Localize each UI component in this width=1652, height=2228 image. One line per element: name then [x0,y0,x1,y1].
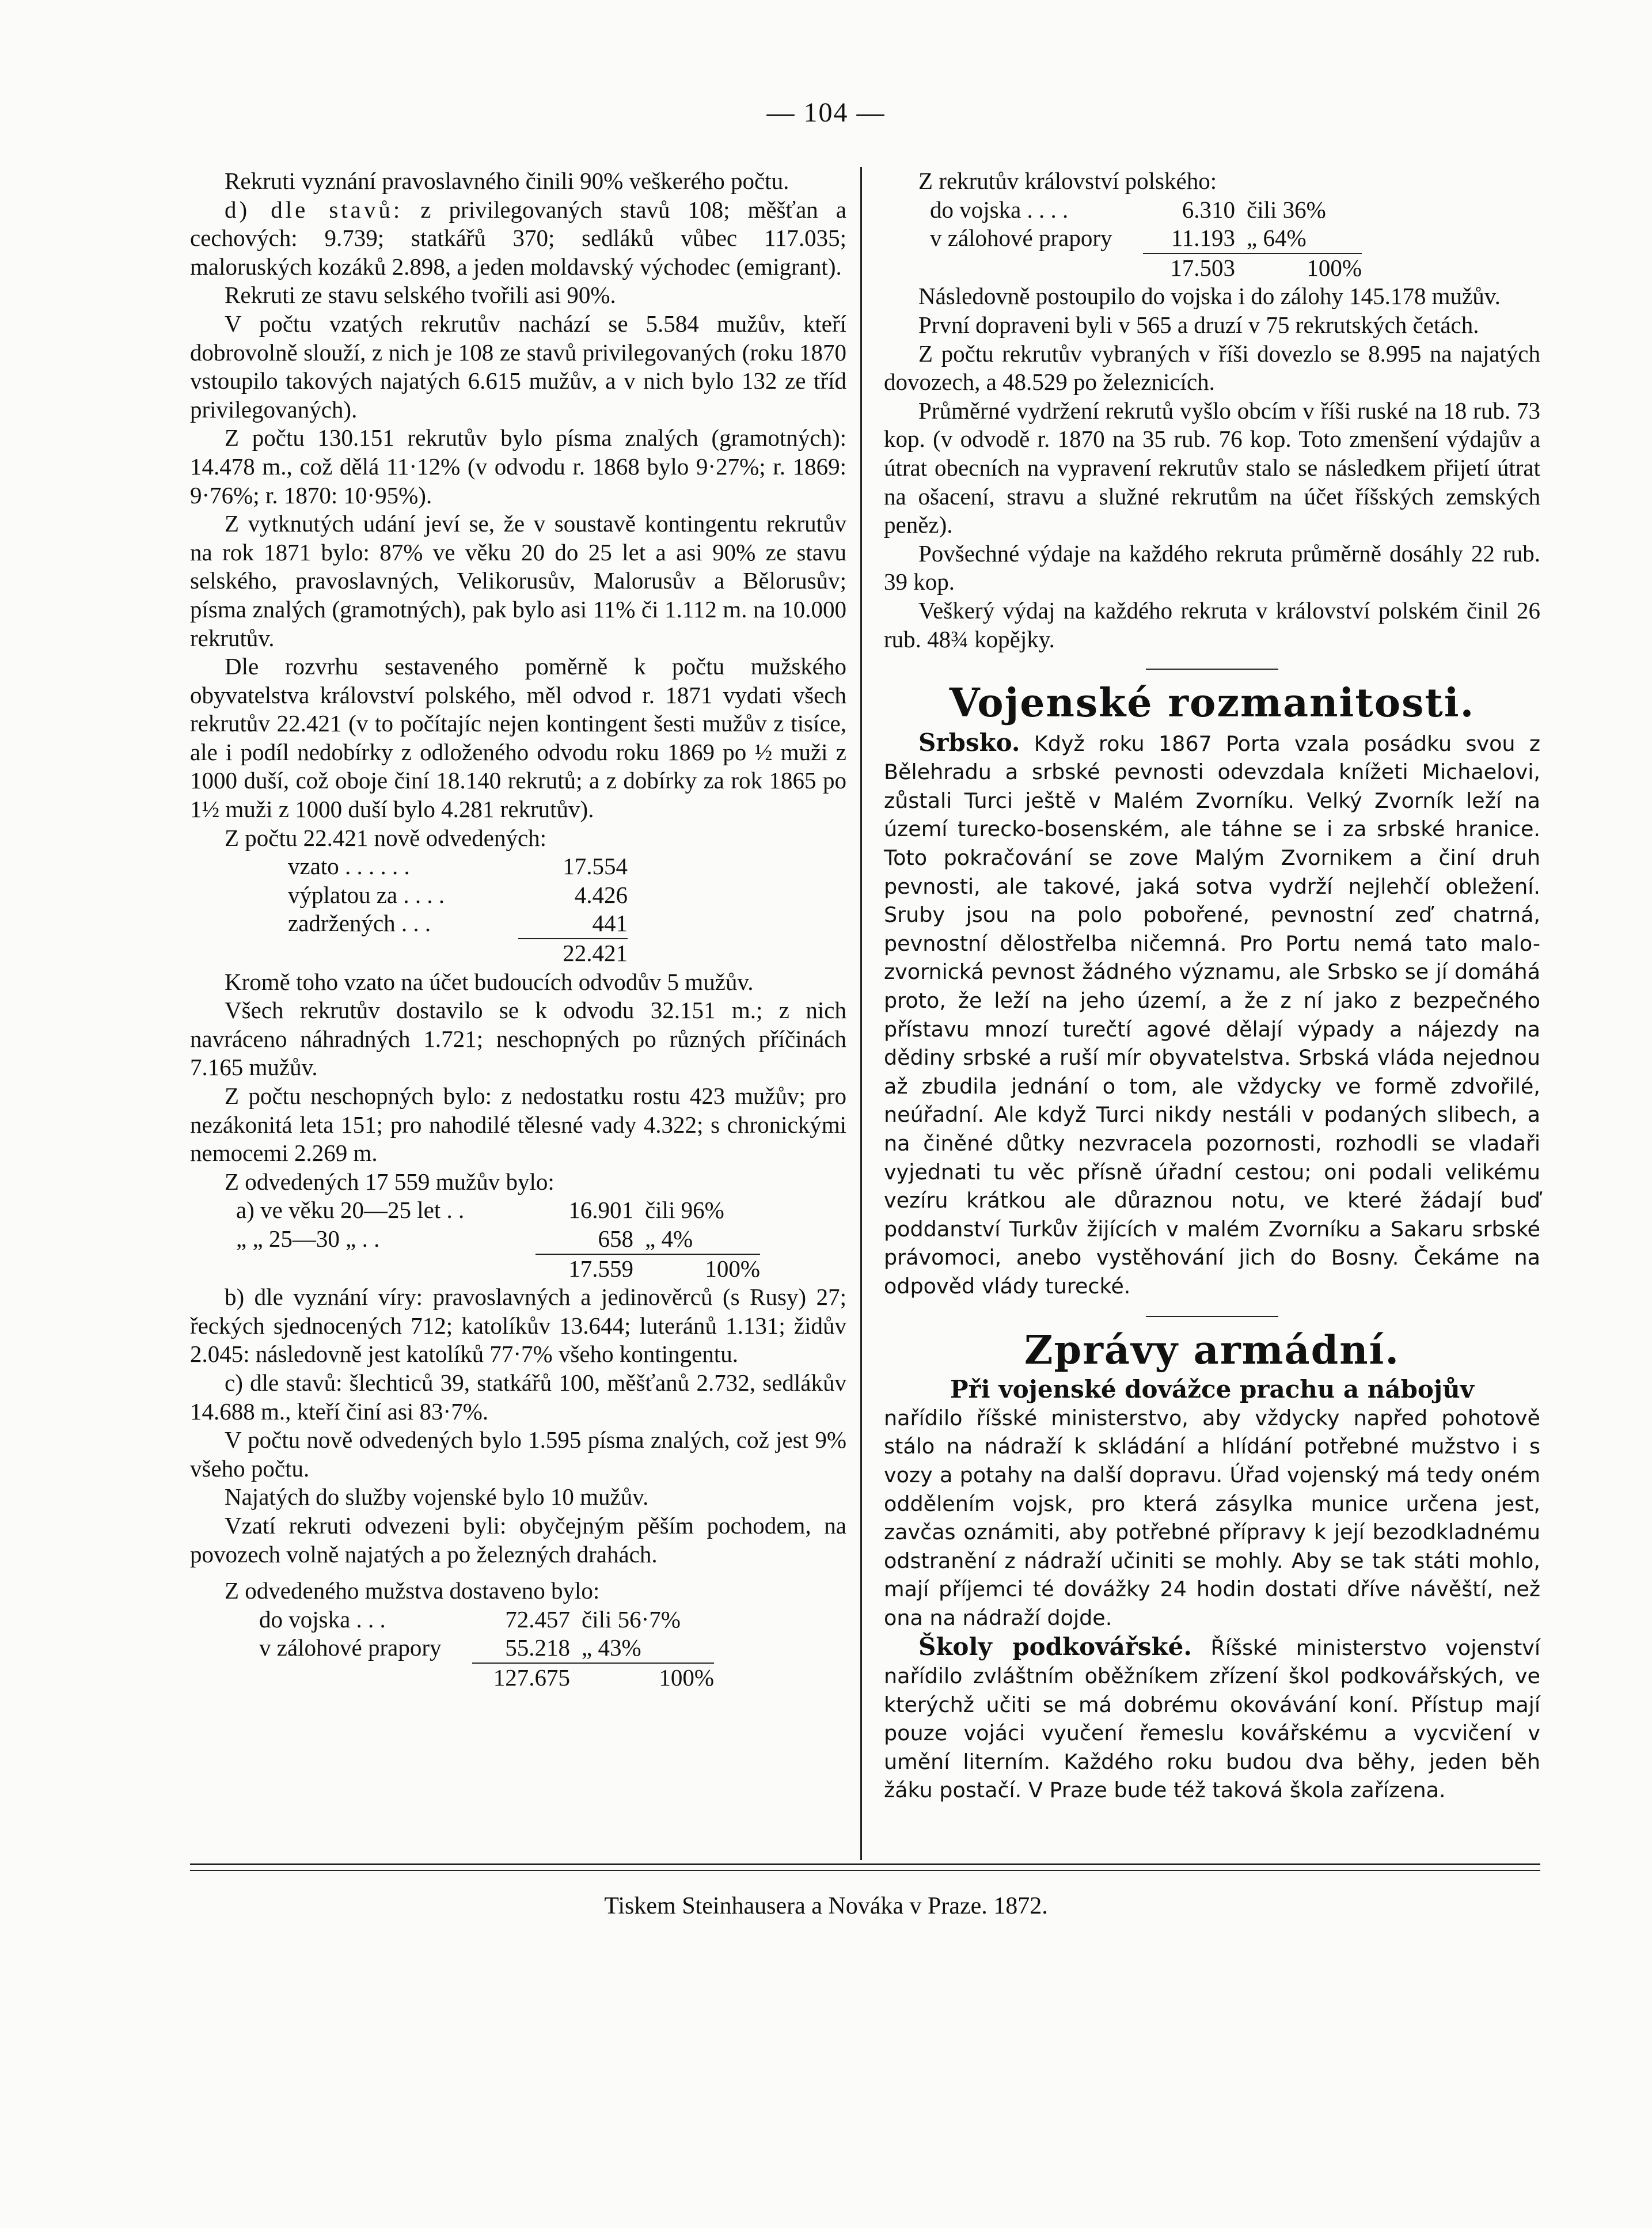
subsection-heading: Srbsko. [918,728,1020,757]
footer-rule [190,1870,1540,1871]
footer-rule [190,1863,1540,1865]
paragraph: Následovně postoupilo do vojska i do zálohy 145.178 mužův. [918,283,1501,310]
section-rule [1146,669,1278,670]
paragraph: Z počtu 22.421 nově odvedených: [225,824,547,851]
page-number: — 104 — [766,97,886,128]
paragraph: Z vytknutých udání jeví se, že v soustavě kontingentu rekrutův na rok 1871 bylo: 87% ve věku 20 do 25 let a asi 90% ze stavu selského, pravoslavných, Velikorusův, Malorusův a Bělorusův; písma znalých (gramotných), pak bylo asi 11% či 1.112 m. na 10.000 rekrutův. [190,510,846,651]
table-age [190,1196,846,1283]
table-total-row: 127.675 100% [259,1663,846,1692]
paragraph: Z odvedených 17 559 mužův bylo: [225,1168,555,1195]
section-heading: Zprávy armádní. [1024,1327,1400,1373]
table-row: do vojska . . . . 6.310 čili 36% [930,196,1326,223]
paragraph: Z počtu 130.151 rekrutův bylo písma znalých (gramotných): 14.478 m., což dělá 11·12% (v odvodu r. 1868 bylo 9·27%; r. 1869: 9·76%; r. 1870: 10·95%). [190,424,846,508]
table-row: zadržených . . . 441 [288,910,628,937]
spaced-heading: d) dle stavů: [225,196,403,223]
paragraph: nařídilo říšské ministerstvo, aby vždycky napřed pohotově stálo na nádraží k skládání a hlídání potřebné mužstvo i s vozy a potahy na další dopravu. Úřad vojenský má tedy oném oddělením vojsk, pro která zásylka munice určena jest, zavčas oznámiti, aby potřebné přípravy k její bezodkladnému odstranění z nádraží učiniti se mohly. Aby se tak státi mohlo, mají příjemci té dovážky 24 hodin dostati dříve návěští, než ona na nádraží dojde. [884,1405,1540,1630]
right-column [884,167,1540,1805]
paragraph: Kromě toho vzato na účet budoucích odvodův 5 mužův. [225,968,754,995]
section-rule [1146,1316,1278,1317]
paragraph: Průměrné vydržení rekrutů vyšlo obcím v říši ruské na 18 rub. 73 kop. (v odvodě r. 1870 na 35 rub. 76 kop. Toto zmenšení výdajův a útrat obecních na vypravení rekrutův stalo se následkem přijetí útrat na ošacení, stravu a služné rekrutům na účet říšských zemských peněz). [884,397,1540,538]
table-polish-recruits [884,196,1540,283]
paragraph: Srbsko. Když roku 1867 Porta vzala posádku svou z Bělehradu a srbské pevnosti odevzdala knížeti Michaelovi, zůstali Turci ještě v Malém Zvorníku. Velký Zvorník leží na území turecko-bosenském, ale táhne se i za srbské hranice. Toto pokračování se zove Malým Zvornikem a činí druh pevnosti, ale takové, jaká sotva vydrží nejlehčí obležení. Sruby jsou na polo pobořené, pevnostní zeď chatrná, pevnostní dělostřelba ničemná. Pro Portu nemá tato malo-zvornická pevnost žádného významu, ale Srbsko se jí domáhá proto, že leží na jeho území, a že z ní jako z bezpečného přístavu mnozí turečtí agové dělají výpady a nájezdy na dědiny srbské a ruší mír obyvatelstva. Srbská vláda nejednou až zbudila jednání o tom, ale vždycky ve formě zdvořilé, neúřadní. Ale když Turci nikdy nestáli v podaných slibech, a na činěné důtky nezvracela pozornosti, rozhodli se vladaři vyjednati tu věc přísně úřadní cestou; oni podali velikému vezíru krátkou ale důraznou notu, ve které žádají buď poddanství Turkův žijících v malém Zvorníku a Sakaru srbské právomoci, anebo vystěhování jich do Bosny. Čekáme na odpověd vlády turecké. [884,728,1540,1299]
paragraph: Z počtu rekrutův vybraných v říši dovezlo se 8.995 na najatých dovozech, a 48.529 po železnicích. [884,340,1540,396]
table-total-row: 22.421 [288,938,846,968]
paragraph: Všech rekrutův dostavilo se k odvodu 32.151 m.; z nich navráceno náhradných 1.721; neschopných po různých příčinách 7.165 mužův. [190,997,846,1081]
table-delivered [190,1605,846,1692]
section-heading: Vojenské rozmanitosti. [949,680,1475,727]
table-row: a) ve věku 20—25 let . . 16.901 čili 96% [236,1197,724,1224]
paragraph: Povšechné výdaje na každého rekruta průměrně dosáhly 22 rub. 39 kop. [884,540,1540,595]
paragraph: c) dle stavů: šlechticů 39, statkářů 100, měšťanů 2.732, sedlákův 14.688 m., kteří činí asi 83·7%. [190,1369,846,1425]
table-total-row: 17.503 100% [930,253,1540,283]
paragraph: Z počtu neschopných bylo: z nedostatku rostu 423 mužův; pro nezákonitá leta 151; pro nahodilé tělesné vady 4.322; s chronickými nemocemi 2.269 m. [190,1083,846,1167]
subsection-heading: Při vojenské dovážce prachu a nábojův [950,1375,1475,1404]
left-column [190,167,846,1692]
printer-imprint: Tiskem Steinhausera a Nováka v Praze. 1872. [604,1893,1048,1919]
paragraph: Z rekrutův království polského: [918,168,1217,194]
paragraph: Veškerý výdaj na každého rekruta v království polském činil 26 rub. 48¾ kopějky. [884,597,1540,652]
table-new-recruits [190,852,846,967]
table-row: v zálohové prapory 55.218 „ 43% [259,1634,641,1661]
paragraph: Školy podkovářské. Říšské ministerstvo vojenství nařídilo zvláštním oběžníkem zřízení škol podkovářských, ve kterýchž učiti se má dobrému okovávání koní. Přístup mají pouze vojáci vyučení řemeslu kovářskému a vycvičení v umění literním. Každého roku budou dva běhy, jeden běh žáku postačí. V Praze bude též taková škola zařízena. [884,1632,1540,1803]
paragraph: V počtu nově odvedených bylo 1.595 písma znalých, což jest 9% všeho počtu. [190,1426,846,1482]
paragraph: Rekruti vyznání pravoslavného činili 90% veškerého počtu. [225,168,789,194]
table-row: výplatou za . . . . 4.426 [288,881,628,908]
paragraph: Vzatí rekruti odvezeni byli: obyčejným pěším pochodem, na povozech volně najatých a po železných drahách. [190,1512,846,1567]
paragraph: Dle rozvrhu sestaveného poměrně k počtu mužského obyvatelstva království polského, měl odvod r. 1871 vydati všech rekrutův 22.421 (v to počítajíc nejen kontingent šesti mužův z tisíce, ale i podíl nedobírky z odloženého odvodu roku 1869 po ½ muži z 1000 duší, což oboje činí 18.140 rekrutů; a z dobírky za rok 1865 po 1½ muži z 1000 duší bylo 4.281 rekrutův). [190,653,846,823]
paragraph: Najatých do služby vojenské bylo 10 mužův. [225,1483,649,1510]
table-row: „ „ 25—30 „ . . 658 „ 4% [236,1225,693,1252]
paragraph: b) dle vyznání víry: pravoslavných a jedinověrců (s Rusy) 27; řeckých sjednocených 712; katolíkův 13.644; luteránů 1.131; židův 2.045: následovně jest katolíků 77·7% všeho kontingentu. [190,1284,846,1368]
subsection-heading: Školy podkovářské. [918,1632,1192,1661]
table-row: vzato . . . . . . 17.554 [288,853,628,880]
paragraph: Rekruti ze stavu selského tvořili asi 90%. [225,282,616,309]
table-row: do vojska . . . 72.457 čili 56·7% [259,1605,681,1633]
paragraph: První dopraveni byli v 565 a druzí v 75 rekrutských četách. [918,311,1479,338]
paragraph: Z odvedeného mužstva dostaveno bylo: [225,1577,600,1604]
column-divider [860,167,862,1860]
paragraph: d) dle stavů: z privilegovaných stavů 108; měšťan a cechových: 9.739; statkářů 370; sedláků vůbec 117.035; maloruských kozáků 2.898, a jeden moldavský východec (emigrant). [190,196,846,280]
table-total-row: 17.559 100% [236,1254,846,1284]
paragraph: V počtu vzatých rekrutův nachází se 5.584 mužův, kteří dobrovolně slouží, z nich je 108 ze stavů privilegovaných (roku 1870 vstoupilo takových najatých 6.615 mužův, a v nich bylo 132 ze tříd privilegovaných). [190,310,846,423]
table-row: v zálohové prapory 11.193 „ 64% [930,225,1307,252]
